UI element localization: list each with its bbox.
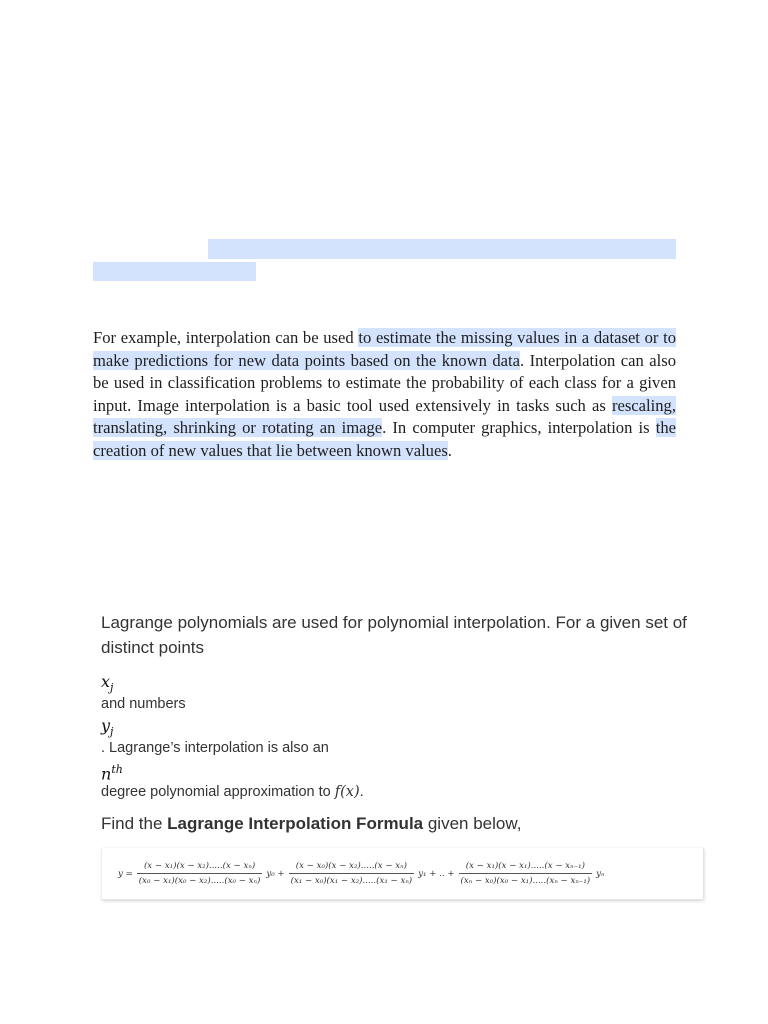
formula-denominator: (xₙ − x₀)(x₀ − x₁).....(xₙ − xₙ₋₁) [459,873,593,886]
lagrange-intro: Lagrange polynomials are used for polynomial interpolation. For a given set of distinct points [101,613,687,657]
formula-numerator: (x − x₀)(x − x₂).....(x − xₙ) [295,861,407,871]
lagrange-also-text: . Lagrange’s interpolation is also an [101,740,329,756]
math-nth: $n^{th}$ [101,763,123,784]
formula-term-2 [289,861,415,886]
paragraph-text: . [447,440,452,460]
formula-denominator: (x₁ − x₀)(x₁ − x₂).....(x₁ − xₙ) [289,873,415,886]
degree-text: degree polynomial approximation to f(x). [101,784,364,800]
paragraph-text: . In computer graphics, interpolation is [382,418,656,438]
formula-heading: Find the Lagrange Interpolation Formula given below, [101,814,522,833]
formula-term-1 [137,861,263,886]
formula-lhs: y = [118,868,133,879]
formula-y-term: yₙ [596,868,605,879]
formula-heading-bold: Lagrange Interpolation Formula [167,814,424,833]
formula-numerator: (x − x₁)(x − x₁).....(x − xₙ₋₁) [465,861,585,871]
highlighted-text-block [93,262,256,281]
highlighted-text: the creation of new values that lie between known values [93,418,676,460]
math-fx: f(x) [334,784,360,800]
interpolation-paragraph [93,327,676,463]
highlighted-text: to estimate the missing values in a dataset or to make predictions for new data points based on the known data [93,328,676,370]
highlighted-text-block [208,239,676,259]
formula-y-term: y₀ + [266,868,285,879]
and-numbers-text: and numbers [101,696,186,712]
formula-numerator: (x − x₁)(x − x₂).....(x − xₙ) [143,861,256,871]
paragraph-text: . Interpolation can also be used in classification problems to estimate the probability of each class for a given input. Image interpolation is a basic tool used extensively in tasks such as [93,350,676,415]
lagrange-excerpt [101,610,705,836]
lagrange-formula-image [102,848,704,900]
paragraph-text: For example, interpolation can be used [93,328,359,347]
math-yj: $y_j$ [101,716,114,739]
formula-denominator: (x₀ − x₁)(x₀ − x₂).....(x₀ − xₙ) [137,873,263,886]
formula-y-term: y₁ + .. + [418,868,455,879]
highlighted-text: rescaling, translating, shrinking or rotating an image [93,395,676,438]
math-xj: $x_j$ [101,672,114,695]
formula-term-3 [459,861,593,886]
